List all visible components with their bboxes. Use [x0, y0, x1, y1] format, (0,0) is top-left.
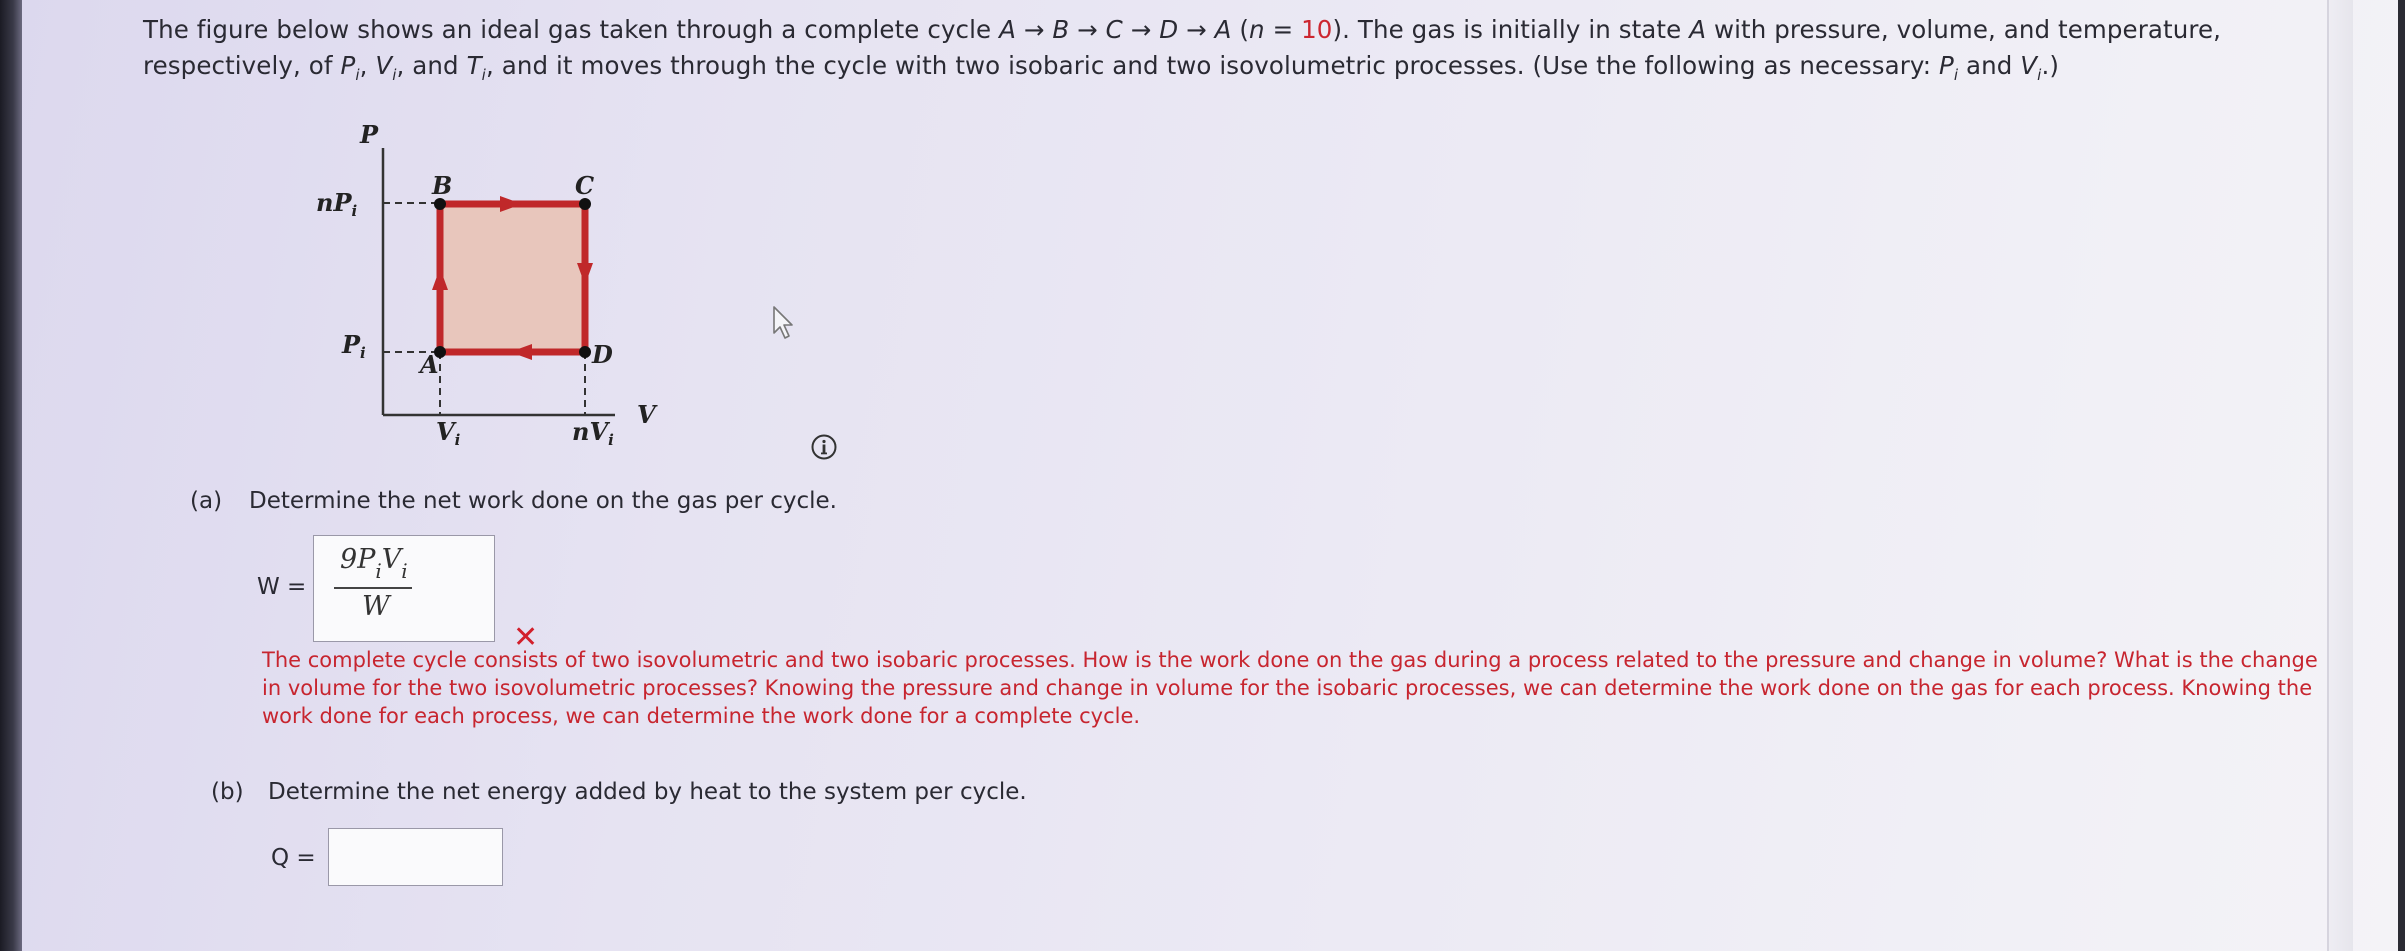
part-b-question: Determine the net energy added by heat to the system per cycle. — [268, 779, 1027, 805]
axis-label-v: V — [637, 400, 656, 429]
part-a-question: Determine the net work done on the gas per cycle. — [249, 488, 837, 514]
screen-left-edge — [0, 0, 22, 951]
pointer-cursor-icon — [772, 305, 796, 341]
point-label-b: B — [432, 171, 453, 200]
label-n-pi: $nP_i$ — [316, 188, 358, 220]
work-answer-field[interactable] — [313, 535, 495, 642]
work-answer-fraction — [314, 536, 494, 641]
fraction-denominator: W — [362, 591, 390, 622]
scrollbar-track[interactable] — [2327, 0, 2353, 951]
fraction-numerator: $9P_iV_i$ — [340, 544, 408, 583]
point-d-dot — [579, 346, 591, 358]
part-b-label: (b) — [211, 779, 244, 805]
heat-answer-field[interactable] — [328, 828, 503, 886]
info-icon[interactable] — [810, 433, 838, 461]
point-label-d: D — [592, 340, 613, 369]
cycle-area — [440, 204, 585, 352]
fraction-bar — [334, 587, 412, 589]
heat-label: Q = — [271, 845, 316, 871]
axis-label-p: P — [360, 120, 379, 149]
problem-statement: The figure below shows an ideal gas taken through a complete cycle A → B → C → D → A (n = 10). The gas is initially in state A with pressure, volume, and temperature, respectively, of $P_i$, $V_i$, and $T_i$, and it moves through the cycle with two isobaric and two isovolumetric processes. (Use the following as necessary: $P_i$ and $V_i$.) — [143, 15, 2222, 84]
point-label-c: C — [575, 171, 595, 200]
pv-diagram — [300, 118, 680, 453]
point-label-a: A — [420, 350, 439, 379]
part-a-feedback: The complete cycle consists of two isovolumetric and two isobaric processes. How is the work done on the gas during a process related to the pressure and change in volume? What is the change in volume for the two isovolumetric processes? Knowing the pressure and change in volume for the isobaric processes, we can determine the work done on the gas for each process. Knowing the work done for each process, we can determine the work done for a complete cycle. — [262, 648, 2318, 728]
label-n-vi: $nV_i$ — [572, 417, 614, 449]
work-label: W = — [257, 574, 307, 600]
label-vi: $V_i$ — [436, 417, 461, 449]
label-pi: $P_i$ — [342, 330, 366, 362]
n-value: 10 — [1301, 15, 1333, 44]
screen-right-edge — [2398, 0, 2405, 951]
part-a-label: (a) — [190, 488, 223, 514]
incorrect-x-icon: ✕ — [513, 620, 539, 655]
